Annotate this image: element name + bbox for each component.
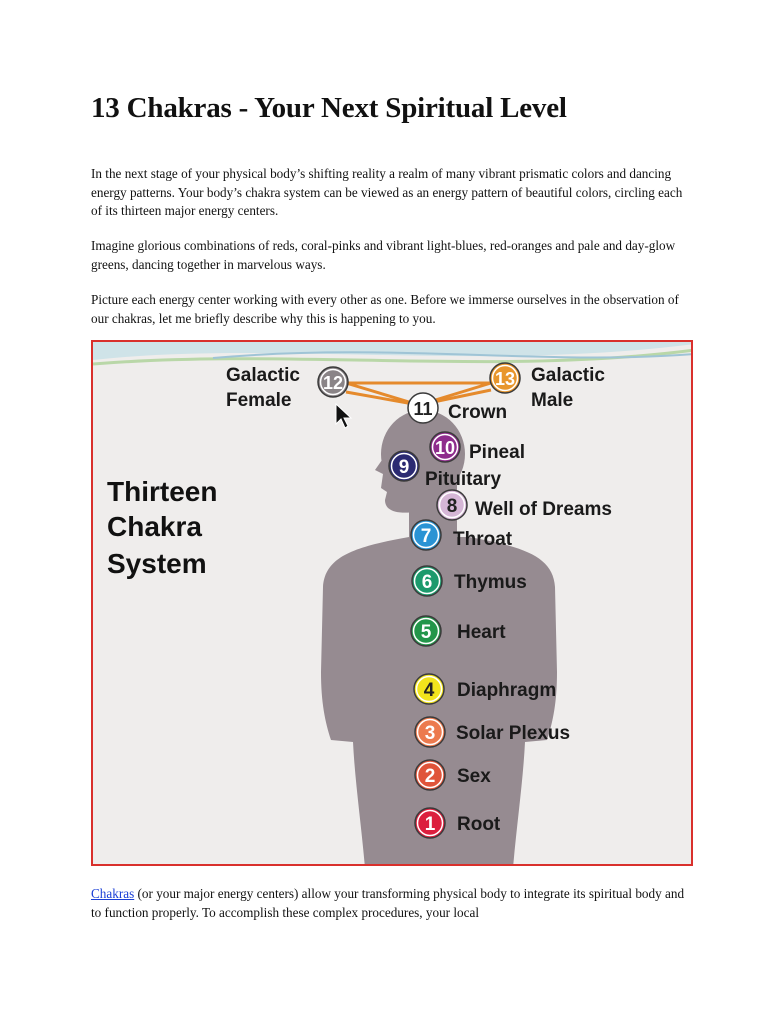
chakra-number-8: 8 bbox=[446, 496, 458, 517]
chakra-label-7: Throat bbox=[453, 529, 513, 550]
chakra-label-12-line-1: Galactic bbox=[226, 365, 300, 386]
chakra-label-4: Diaphragm bbox=[457, 680, 557, 701]
chakra-label-1: Root bbox=[457, 814, 501, 835]
chakras-link[interactable]: Chakras bbox=[91, 886, 135, 901]
chakra-7 bbox=[411, 520, 513, 550]
chakra-label-6: Thymus bbox=[454, 572, 527, 593]
chakra-label-11: Crown bbox=[448, 402, 508, 423]
chakra-number-6: 6 bbox=[421, 572, 433, 593]
intro-paragraph: In the next stage of your physical body’s shifting reality a realm of many vibrant prismatic colors and dancing energy patterns. Your body’s chakra system can be viewed as an energy pattern of beautiful colors, circling each of its thirteen major energy centers. bbox=[91, 166, 683, 218]
chakra-label-2: Sex bbox=[457, 766, 491, 787]
chakra-number-7: 7 bbox=[420, 526, 432, 547]
chakra-number-2: 2 bbox=[424, 766, 436, 787]
diagram-title-line-3: System bbox=[107, 548, 207, 579]
energy-center-paragraph: Picture each energy center working with every other as one. Before we immerse ourselves in the observation of our chakras, let me briefly describe why this is happening to you. bbox=[91, 292, 679, 326]
chakras-paragraph-text: (or your major energy centers) allow your transforming physical body to integrate its spiritual body and to function properly. To accomplish these complex procedures, your local bbox=[91, 886, 685, 920]
chakra-number-10: 10 bbox=[434, 438, 456, 458]
diagram-title-line-2: Chakra bbox=[107, 511, 202, 542]
chakra-label-10: Pineal bbox=[469, 442, 525, 463]
chakra-label-5: Heart bbox=[457, 622, 506, 643]
chakra-12 bbox=[226, 365, 348, 411]
chakra-8 bbox=[437, 490, 612, 520]
chakra-diagram bbox=[91, 340, 693, 866]
diagram-title-line-1: Thirteen bbox=[107, 476, 218, 507]
chakra-label-9: Pituitary bbox=[425, 469, 502, 490]
chakra-diagram-svg bbox=[93, 342, 693, 866]
chakra-13 bbox=[490, 363, 605, 411]
chakra-label-12-line-2: Female bbox=[226, 390, 292, 411]
page-title: 13 Chakras - Your Next Spiritual Level bbox=[91, 92, 567, 124]
chakra-number-3: 3 bbox=[424, 723, 436, 744]
chakra-number-13: 13 bbox=[494, 369, 516, 389]
chakra-number-12: 12 bbox=[322, 373, 344, 393]
chakra-label-8: Well of Dreams bbox=[475, 499, 612, 520]
chakra-number-11: 11 bbox=[413, 399, 433, 419]
colors-paragraph: Imagine glorious combinations of reds, coral-pinks and vibrant light-blues, red-oranges and pale and day-glow greens, dancing together in marvelous ways. bbox=[91, 238, 676, 272]
chakra-number-4: 4 bbox=[423, 680, 435, 701]
chakras-paragraph bbox=[91, 885, 691, 922]
chakra-label-13-line-2: Male bbox=[531, 390, 574, 411]
chakra-label-3: Solar Plexus bbox=[456, 723, 571, 744]
chakra-label-13-line-1: Galactic bbox=[531, 365, 605, 386]
chakra-number-5: 5 bbox=[420, 622, 432, 643]
chakra-number-1: 1 bbox=[424, 814, 436, 835]
chakra-10 bbox=[430, 432, 525, 463]
mouse-cursor-icon bbox=[336, 404, 351, 428]
chakra-number-9: 9 bbox=[398, 457, 410, 478]
